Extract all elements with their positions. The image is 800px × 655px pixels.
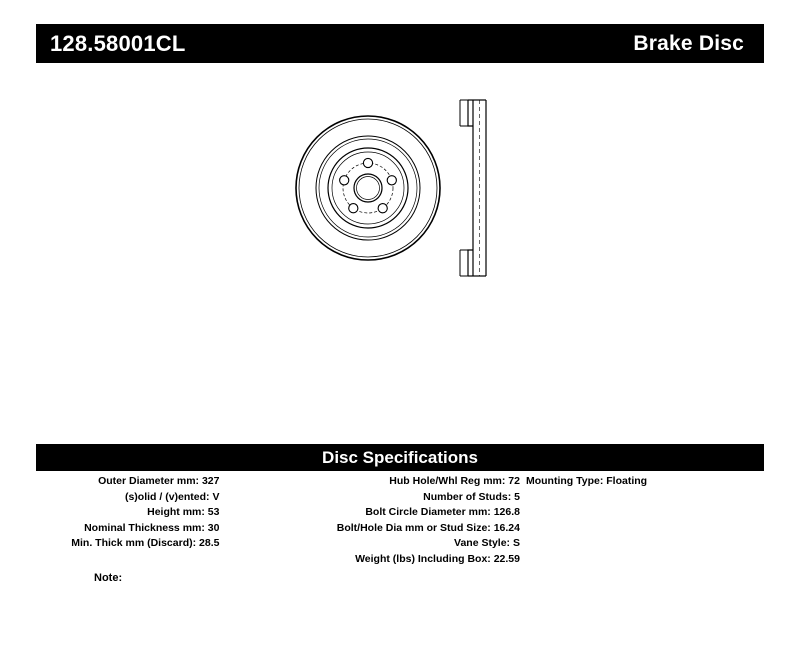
spec-item: Bolt/Hole Dia mm or Stud Size: 16.24 — [336, 521, 520, 534]
spec-item: Height mm: 53 — [147, 506, 220, 518]
spec-item: Vane Style: S — [454, 537, 520, 549]
product-type-label: Brake Disc — [633, 32, 744, 55]
spec-item: (s)olid / (v)ented: V — [124, 490, 220, 503]
rotor-drawing — [290, 88, 520, 288]
header-bar — [36, 24, 764, 63]
spec-item: Bolt Circle Diameter mm: 126.8 — [365, 506, 520, 518]
spec-section-header — [36, 444, 764, 471]
spec-column-middle — [223, 474, 522, 567]
spec-item: Nominal Thickness mm: 30 — [84, 521, 220, 534]
note-label: Note: — [94, 572, 123, 584]
spec-item: Hub Hole/Whl Reg mm: 72 — [389, 475, 520, 487]
spec-item: Outer Diameter mm: 327 — [98, 475, 220, 487]
spec-section-title: Disc Specifications — [322, 448, 478, 467]
part-number: 128.58001CL — [50, 30, 186, 56]
spec-item: Number of Studs: 5 — [423, 490, 520, 503]
spec-item: Min. Thick mm (Discard): 28.5 — [71, 537, 220, 549]
spec-columns — [36, 474, 764, 567]
spec-item: Mounting Type: Floating — [525, 475, 648, 487]
spec-column-right — [522, 474, 764, 490]
spec-item: Weight (lbs) Including Box: 22.59 — [355, 552, 520, 565]
spec-column-left — [36, 474, 223, 552]
